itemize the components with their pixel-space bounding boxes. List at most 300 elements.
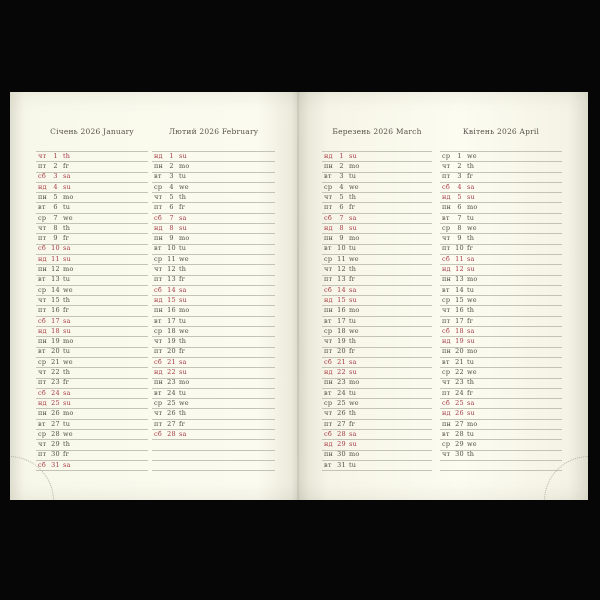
day-number: 30 (51, 450, 60, 459)
day-abbrev-uk: нд (154, 368, 163, 377)
day-row (440, 255, 562, 265)
day-row (36, 152, 148, 162)
day-number: 5 (339, 192, 344, 201)
day-abbrev-uk: сб (442, 326, 450, 335)
day-row (322, 327, 432, 337)
day-abbrev-en: fr (349, 419, 355, 428)
day-number: 3 (53, 172, 58, 181)
day-row (152, 183, 275, 193)
day-abbrev-uk: сб (38, 316, 46, 325)
day-number: 23 (337, 378, 346, 387)
day-row (36, 183, 148, 193)
day-abbrev-uk: ср (442, 151, 451, 160)
day-number: 20 (51, 347, 60, 356)
day-abbrev-uk: нд (38, 182, 47, 191)
day-row (152, 245, 275, 255)
day-abbrev-uk: пт (324, 275, 333, 284)
day-abbrev-uk: вт (38, 419, 46, 428)
day-abbrev-uk: вт (324, 460, 332, 469)
day-row (36, 337, 148, 347)
day-number: 21 (455, 357, 464, 366)
day-number: 6 (339, 203, 344, 212)
day-row (152, 296, 275, 306)
day-abbrev-en: th (63, 368, 71, 377)
day-row (152, 337, 275, 347)
day-abbrev-en: fr (349, 203, 355, 212)
day-number: 16 (455, 306, 464, 315)
day-number: 14 (167, 285, 176, 294)
day-abbrev-uk: нд (324, 440, 333, 449)
day-abbrev-en: sa (467, 326, 475, 335)
day-abbrev-en: mo (349, 162, 360, 171)
day-row (440, 337, 562, 347)
day-abbrev-uk: пн (154, 162, 164, 171)
day-abbrev-uk: пн (38, 409, 48, 418)
day-abbrev-uk: пн (38, 337, 48, 346)
day-abbrev-en: we (349, 254, 359, 263)
day-abbrev-uk: ср (324, 182, 333, 191)
day-number: 3 (457, 172, 462, 181)
day-row (322, 183, 432, 193)
day-number: 9 (457, 234, 462, 243)
day-abbrev-uk: пн (442, 419, 452, 428)
day-abbrev-uk: пт (154, 419, 163, 428)
blank-ruled-line (152, 440, 275, 450)
day-number: 31 (51, 460, 60, 469)
day-number: 19 (455, 337, 464, 346)
day-row (440, 296, 562, 306)
day-abbrev-uk: вт (324, 244, 332, 253)
day-abbrev-en: we (63, 285, 73, 294)
day-number: 6 (457, 203, 462, 212)
day-abbrev-uk: пн (38, 265, 48, 274)
day-number: 9 (169, 234, 174, 243)
day-row (36, 420, 148, 430)
day-number: 1 (169, 151, 174, 160)
day-number: 25 (167, 398, 176, 407)
day-abbrev-uk: чт (154, 337, 163, 346)
day-abbrev-en: tu (63, 419, 71, 428)
day-row (36, 276, 148, 286)
day-abbrev-en: mo (467, 419, 478, 428)
day-number: 29 (337, 440, 346, 449)
day-row (440, 306, 562, 316)
day-abbrev-en: su (349, 295, 357, 304)
day-abbrev-en: th (179, 409, 187, 418)
day-abbrev-uk: пт (442, 244, 451, 253)
day-number: 18 (167, 326, 176, 335)
day-row (440, 173, 562, 183)
month-header: Січень 2026 January (50, 127, 134, 136)
day-number: 8 (53, 223, 58, 232)
day-abbrev-uk: пт (38, 378, 47, 387)
day-abbrev-uk: пн (154, 234, 164, 243)
day-abbrev-en: fr (349, 275, 355, 284)
day-abbrev-uk: пн (324, 378, 334, 387)
day-number: 26 (51, 409, 60, 418)
day-abbrev-en: su (467, 192, 475, 201)
day-abbrev-uk: ср (442, 440, 451, 449)
day-abbrev-en: mo (467, 347, 478, 356)
day-number: 22 (455, 368, 464, 377)
day-number: 20 (337, 347, 346, 356)
day-row (36, 368, 148, 378)
day-abbrev-en: tu (349, 460, 357, 469)
day-number: 24 (51, 388, 60, 397)
day-row (36, 327, 148, 337)
month-day-table (440, 151, 562, 471)
day-number: 14 (51, 285, 60, 294)
day-abbrev-en: fr (179, 419, 185, 428)
day-abbrev-uk: нд (442, 409, 451, 418)
day-abbrev-en: sa (467, 398, 475, 407)
day-row (36, 399, 148, 409)
day-row (36, 193, 148, 203)
day-number: 4 (169, 182, 174, 191)
day-abbrev-en: th (467, 306, 475, 315)
day-row (440, 327, 562, 337)
day-row (322, 173, 432, 183)
day-number: 3 (339, 172, 344, 181)
day-row (152, 203, 275, 213)
day-abbrev-en: su (467, 409, 475, 418)
day-abbrev-en: sa (179, 429, 187, 438)
day-abbrev-uk: нд (442, 337, 451, 346)
day-abbrev-uk: нд (38, 254, 47, 263)
day-abbrev-en: mo (349, 450, 360, 459)
day-abbrev-uk: ср (38, 429, 47, 438)
day-row (322, 409, 432, 419)
day-row (36, 214, 148, 224)
day-number: 15 (51, 295, 60, 304)
day-abbrev-uk: сб (442, 398, 450, 407)
day-abbrev-en: mo (63, 337, 74, 346)
day-number: 29 (51, 440, 60, 449)
month-day-table (152, 151, 275, 471)
day-abbrev-uk: чт (442, 378, 451, 387)
day-abbrev-en: su (179, 368, 187, 377)
day-number: 24 (167, 388, 176, 397)
day-abbrev-en: tu (63, 203, 71, 212)
day-abbrev-en: th (349, 409, 357, 418)
day-row (322, 399, 432, 409)
day-abbrev-en: tu (349, 388, 357, 397)
day-row (152, 368, 275, 378)
day-row (440, 152, 562, 162)
day-row (36, 255, 148, 265)
day-number: 10 (167, 244, 176, 253)
day-row (152, 162, 275, 172)
day-abbrev-uk: сб (324, 213, 332, 222)
day-abbrev-uk: вт (154, 388, 162, 397)
day-row (36, 430, 148, 440)
month-day-table (36, 151, 148, 471)
day-abbrev-uk: пн (442, 203, 452, 212)
day-abbrev-uk: нд (38, 398, 47, 407)
day-abbrev-uk: сб (38, 172, 46, 181)
day-row (440, 183, 562, 193)
day-abbrev-uk: ср (324, 254, 333, 263)
day-row (152, 430, 275, 440)
day-number: 2 (457, 162, 462, 171)
day-abbrev-uk: вт (154, 244, 162, 253)
day-abbrev-uk: чт (442, 162, 451, 171)
day-abbrev-en: fr (63, 162, 69, 171)
day-abbrev-en: th (467, 162, 475, 171)
day-abbrev-uk: ср (442, 295, 451, 304)
month-day-table (322, 151, 432, 471)
day-abbrev-en: fr (179, 275, 185, 284)
day-abbrev-uk: пт (38, 234, 47, 243)
day-abbrev-uk: пн (442, 347, 452, 356)
day-abbrev-uk: чт (324, 409, 333, 418)
day-number: 12 (455, 265, 464, 274)
day-number: 24 (337, 388, 346, 397)
day-number: 17 (51, 316, 60, 325)
day-number: 4 (339, 182, 344, 191)
day-abbrev-en: we (179, 182, 189, 191)
day-abbrev-en: th (467, 234, 475, 243)
day-number: 17 (337, 316, 346, 325)
day-row (440, 193, 562, 203)
day-abbrev-en: mo (349, 378, 360, 387)
day-number: 1 (457, 151, 462, 160)
day-number: 8 (169, 223, 174, 232)
day-row (322, 451, 432, 461)
day-number: 23 (455, 378, 464, 387)
day-row (152, 306, 275, 316)
day-row (322, 234, 432, 244)
day-abbrev-en: su (179, 151, 187, 160)
day-abbrev-uk: нд (442, 265, 451, 274)
day-row (36, 203, 148, 213)
day-abbrev-uk: сб (442, 182, 450, 191)
day-abbrev-en: su (349, 440, 357, 449)
month-header: Квітень 2026 April (462, 127, 540, 136)
day-abbrev-en: sa (179, 285, 187, 294)
planner-spread (10, 92, 588, 500)
day-row (440, 358, 562, 368)
blank-ruled-line (152, 451, 275, 461)
day-abbrev-en: tu (179, 388, 187, 397)
day-row (322, 152, 432, 162)
day-abbrev-en: fr (467, 244, 473, 253)
day-abbrev-uk: пн (154, 306, 164, 315)
day-row (322, 440, 432, 450)
day-number: 27 (51, 419, 60, 428)
day-row (322, 379, 432, 389)
day-abbrev-en: th (349, 337, 357, 346)
day-number: 18 (337, 326, 346, 335)
day-abbrev-uk: пн (324, 306, 334, 315)
day-row (322, 286, 432, 296)
day-row (440, 379, 562, 389)
day-abbrev-uk: вт (154, 172, 162, 181)
day-row (152, 317, 275, 327)
day-row (440, 420, 562, 430)
day-row (440, 430, 562, 440)
day-abbrev-uk: пт (442, 172, 451, 181)
day-abbrev-uk: вт (38, 347, 46, 356)
day-abbrev-en: sa (349, 213, 357, 222)
day-abbrev-uk: чт (154, 265, 163, 274)
day-row (36, 358, 148, 368)
day-number: 14 (455, 285, 464, 294)
day-abbrev-uk: чт (324, 192, 333, 201)
day-abbrev-uk: сб (38, 460, 46, 469)
day-abbrev-uk: пн (324, 450, 334, 459)
day-row (322, 162, 432, 172)
day-abbrev-en: we (467, 368, 477, 377)
day-abbrev-en: tu (179, 316, 187, 325)
day-abbrev-en: tu (467, 213, 475, 222)
day-number: 21 (337, 357, 346, 366)
day-abbrev-en: th (179, 192, 187, 201)
day-abbrev-en: sa (349, 285, 357, 294)
day-number: 19 (51, 337, 60, 346)
day-number: 7 (457, 213, 462, 222)
day-abbrev-uk: чт (442, 306, 451, 315)
day-number: 15 (337, 295, 346, 304)
day-number: 13 (51, 275, 60, 284)
day-abbrev-en: fr (349, 347, 355, 356)
day-abbrev-en: su (179, 295, 187, 304)
day-number: 21 (167, 357, 176, 366)
day-number: 5 (457, 192, 462, 201)
day-abbrev-en: su (63, 398, 71, 407)
day-abbrev-uk: пт (154, 347, 163, 356)
day-row (152, 327, 275, 337)
day-number: 12 (337, 265, 346, 274)
day-row (152, 234, 275, 244)
day-number: 10 (455, 244, 464, 253)
day-row (152, 193, 275, 203)
day-row (36, 440, 148, 450)
day-abbrev-en: mo (179, 306, 190, 315)
day-number: 16 (51, 306, 60, 315)
day-abbrev-en: tu (349, 316, 357, 325)
day-abbrev-en: tu (467, 357, 475, 366)
day-abbrev-en: th (349, 192, 357, 201)
day-row (322, 358, 432, 368)
day-abbrev-en: mo (63, 409, 74, 418)
day-abbrev-uk: ср (38, 213, 47, 222)
day-number: 18 (455, 326, 464, 335)
day-abbrev-uk: пт (154, 203, 163, 212)
day-number: 25 (455, 398, 464, 407)
day-abbrev-en: sa (467, 254, 475, 263)
day-number: 21 (51, 357, 60, 366)
day-abbrev-uk: сб (442, 254, 450, 263)
day-row (36, 162, 148, 172)
day-number: 27 (337, 419, 346, 428)
day-abbrev-en: we (349, 326, 359, 335)
day-abbrev-en: sa (63, 388, 71, 397)
day-number: 20 (455, 347, 464, 356)
day-row (440, 409, 562, 419)
day-abbrev-uk: пт (38, 450, 47, 459)
day-abbrev-uk: чт (442, 234, 451, 243)
day-row (322, 245, 432, 255)
day-abbrev-uk: нд (38, 326, 47, 335)
day-abbrev-uk: ср (442, 368, 451, 377)
day-number: 22 (51, 368, 60, 377)
day-abbrev-uk: нд (442, 192, 451, 201)
day-number: 27 (167, 419, 176, 428)
day-number: 5 (53, 192, 58, 201)
day-row (36, 265, 148, 275)
day-row (36, 389, 148, 399)
day-abbrev-en: fr (63, 450, 69, 459)
day-row (322, 214, 432, 224)
day-abbrev-en: sa (63, 172, 71, 181)
day-row (152, 409, 275, 419)
day-abbrev-uk: вт (442, 357, 450, 366)
day-abbrev-uk: пт (442, 388, 451, 397)
day-abbrev-en: tu (63, 275, 71, 284)
day-abbrev-en: tu (63, 347, 71, 356)
day-abbrev-uk: вт (154, 316, 162, 325)
day-row (36, 306, 148, 316)
day-number: 26 (337, 409, 346, 418)
day-row (152, 358, 275, 368)
day-abbrev-uk: вт (38, 275, 46, 284)
day-abbrev-en: mo (179, 378, 190, 387)
day-number: 12 (51, 265, 60, 274)
day-abbrev-uk: чт (38, 440, 47, 449)
day-abbrev-uk: ср (154, 398, 163, 407)
day-number: 8 (339, 223, 344, 232)
day-abbrev-uk: вт (442, 213, 450, 222)
day-number: 4 (53, 182, 58, 191)
day-row (152, 276, 275, 286)
day-number: 9 (339, 234, 344, 243)
day-abbrev-uk: чт (442, 450, 451, 459)
day-abbrev-en: mo (179, 162, 190, 171)
day-number: 7 (339, 213, 344, 222)
day-number: 30 (455, 450, 464, 459)
day-abbrev-en: fr (179, 203, 185, 212)
month-column-february (152, 122, 275, 471)
day-number: 31 (337, 460, 346, 469)
day-row (152, 389, 275, 399)
day-row (36, 286, 148, 296)
day-abbrev-en: th (63, 223, 71, 232)
day-abbrev-en: fr (467, 172, 473, 181)
day-abbrev-uk: пт (324, 203, 333, 212)
day-abbrev-en: fr (179, 347, 185, 356)
day-abbrev-uk: ср (324, 326, 333, 335)
day-number: 2 (169, 162, 174, 171)
day-abbrev-en: we (467, 151, 477, 160)
day-abbrev-uk: пт (324, 347, 333, 356)
day-abbrev-uk: вт (324, 388, 332, 397)
day-number: 2 (53, 162, 58, 171)
day-row (36, 379, 148, 389)
day-abbrev-en: mo (63, 265, 74, 274)
day-number: 15 (455, 295, 464, 304)
day-row (322, 461, 432, 471)
day-row (36, 461, 148, 471)
day-abbrev-uk: чт (38, 368, 47, 377)
day-abbrev-uk: нд (154, 295, 163, 304)
day-abbrev-en: th (63, 295, 71, 304)
day-abbrev-uk: сб (154, 429, 162, 438)
day-abbrev-uk: чт (324, 337, 333, 346)
day-row (440, 348, 562, 358)
day-number: 10 (337, 244, 346, 253)
day-number: 23 (167, 378, 176, 387)
